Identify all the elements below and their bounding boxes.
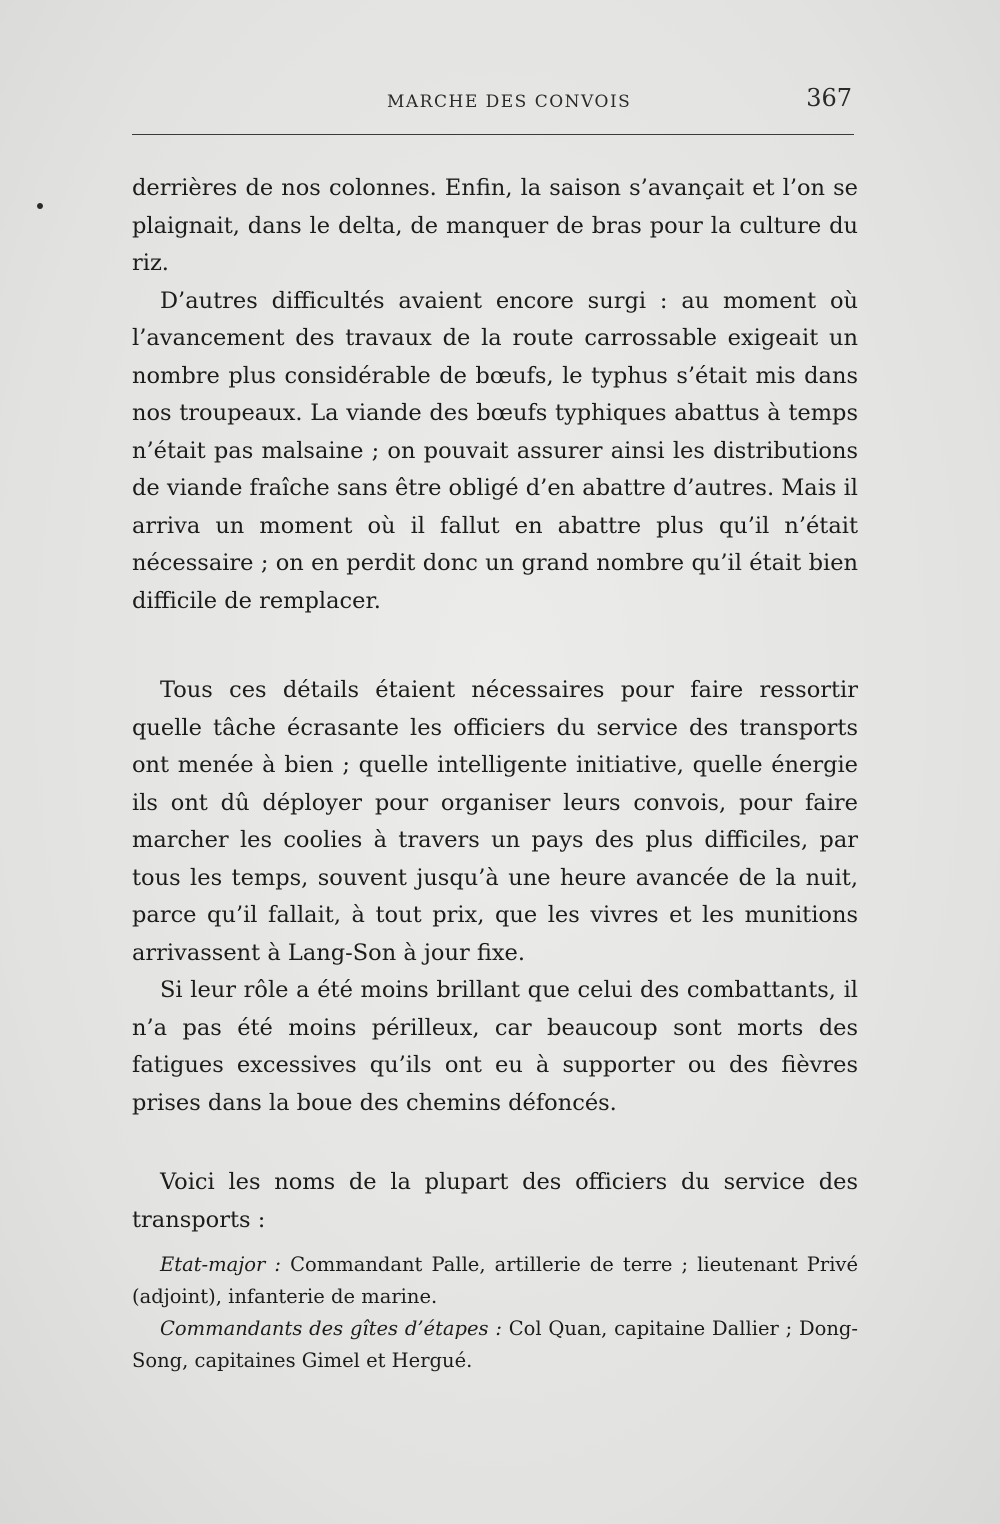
running-head-title: MARCHE DES CONVOIS <box>387 92 632 112</box>
body-text <box>132 170 858 1377</box>
officer-entry-text: Commandant Palle, artillerie de terre ; lieutenant Privé (adjoint), infanterie de marine. <box>132 1253 858 1308</box>
running-head <box>132 84 854 124</box>
header-rule <box>132 134 854 135</box>
officer-entry-label: Etat-major : <box>160 1253 281 1276</box>
officer-entry <box>132 1249 858 1313</box>
margin-mark <box>37 203 43 209</box>
page-number: 367 <box>806 84 852 112</box>
officer-entry-text: Col Quan, capitaine Dallier ; Dong-Song, capitaines Gimel et Hergué. <box>132 1317 858 1372</box>
paragraph-4: Si leur rôle a été moins brillant que celui des combattants, il n’a pas été moins périlleux, car beaucoup sont morts des fatigues excessives qu’ils ont eu à supporter ou des fièvres prises dans la boue des chemins défoncés. <box>132 977 858 1116</box>
paragraph-2: D’autres difficultés avaient encore surgi : au moment où l’avancement des travaux de la route carrossable exigeait un nombre plus considérable de bœufs, le typhus s’était mis dans nos troupeaux. La viande des bœufs typhiques abattus à temps n’était pas malsaine ; on pouvait assurer ainsi les distributions de viande fraîche sans être obligé d’en abattre d’autres. Mais il arriva un moment où il fallut en abattre plus qu’il n’était nécessaire ; on en perdit donc un grand nombre qu’il était bien difficile de remplacer. <box>132 287 858 614</box>
officer-entry-label: Commandants des gîtes d’étapes : <box>160 1317 502 1340</box>
section-gap <box>132 1122 858 1164</box>
paragraph-5: Voici les noms de la plupart des officiers du service des transports : <box>132 1169 858 1233</box>
officer-list <box>132 1249 858 1377</box>
officer-entry <box>132 1313 858 1377</box>
section-gap <box>132 620 858 672</box>
paragraph-1: derrières de nos colonnes. Enfin, la saison s’avançait et l’on se plaignait, dans le delta, de manquer de bras pour la culture du riz. <box>132 175 858 276</box>
paragraph-3: Tous ces détails étaient nécessaires pour faire ressortir quelle tâche écrasante les officiers du service des transports ont menée à bien ; quelle intelligente initiative, quelle énergie ils ont dû déployer pour organiser leurs convois, pour faire marcher les coolies à travers un pays des plus difficiles, par tous les temps, souvent jusqu’à une heure avancée de la nuit, parce qu’il fallait, à tout prix, que les vivres et les munitions arrivassent à Lang-Son à jour fixe. <box>132 677 858 966</box>
